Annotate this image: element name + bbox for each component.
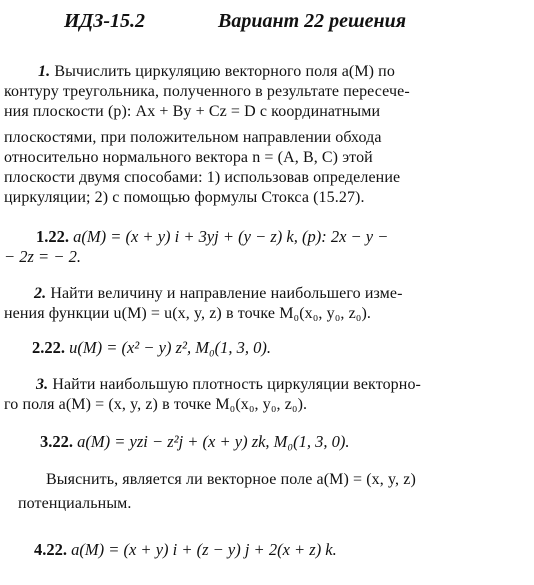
task-1-line-2: контуру треугольника, полученного в результате пересече- — [4, 83, 410, 100]
task-3-statement — [0, 375, 534, 415]
variant-title: Вариант 22 решения — [218, 10, 407, 32]
page-header — [0, 6, 534, 36]
task-3-line-1-text: Найти наибольшую плотность циркуляции векторно- — [52, 376, 421, 393]
task-1-line-4: плоскостями, при положительном направлении обхода — [4, 129, 382, 146]
task-2-statement — [0, 284, 534, 324]
task-3-number: 3. — [36, 376, 49, 393]
task-1-line-3: ния плоскости (p): Ax + By + Cz = D с координатными — [4, 103, 381, 120]
item-4-22-label: 4.22. — [34, 540, 67, 559]
task-1-line-5: относительно нормального вектора n = (A, B, C) этой — [4, 149, 373, 166]
task-2-line-1-text: Найти величину и направление наибольшего изме- — [50, 285, 403, 302]
task-2-number: 2. — [34, 285, 47, 302]
task-1-line-1-text: Вычислить циркуляцию векторного поля a(M) по — [54, 63, 395, 80]
item-1-22-line-1 — [0, 226, 534, 248]
task-2-line-2: нения функции u(M) = u(x, y, z) в точке M₀(x₀, y₀, z₀). — [4, 305, 372, 322]
item-4-22 — [0, 539, 534, 561]
task-1-line-1 — [0, 62, 534, 82]
task-3-line-1 — [0, 375, 534, 395]
item-2-22-label: 2.22. — [32, 338, 65, 357]
item-3-22-formula: a(M) = yzi − z²j + (x + y) zk, M₀(1, 3, 0). — [77, 432, 350, 451]
task-4-line-1: Выяснить, является ли векторное поле a(M) = (x, y, z) — [46, 471, 416, 488]
task-1-number: 1. — [38, 63, 51, 80]
item-2-22 — [0, 337, 534, 359]
task-1-line-7: циркуляции; 2) с помощью формулы Стокса (15.27). — [4, 189, 365, 206]
assignment-id: ИДЗ-15.2 — [64, 10, 146, 32]
item-3-22 — [0, 431, 534, 453]
item-2-22-formula: u(M) = (x² − y) z², M₀(1, 3, 0). — [69, 338, 272, 357]
item-4-22-formula: a(M) = (x + y) i + (z − y) j + 2(x + z) k. — [71, 540, 337, 559]
task-4-statement — [0, 470, 534, 514]
task-1-statement — [0, 62, 534, 208]
task-1-line-6: плоскости двумя способами: 1) использовав определение — [4, 169, 401, 186]
task-4-line-2: потенциальным. — [18, 495, 132, 512]
item-1-22-formula: a(M) = (x + y) i + 3yj + (y − z) k, (p): 2x − y − — [73, 227, 389, 246]
task-3-line-2: го поля a(M) = (x, y, z) в точке M₀(x₀, y₀, z₀). — [4, 396, 308, 413]
item-3-22-label: 3.22. — [40, 432, 73, 451]
item-1-22-line-2: − 2z = − 2. — [4, 247, 81, 266]
item-1-22-label: 1.22. — [36, 227, 69, 246]
task-2-line-1 — [0, 284, 534, 304]
